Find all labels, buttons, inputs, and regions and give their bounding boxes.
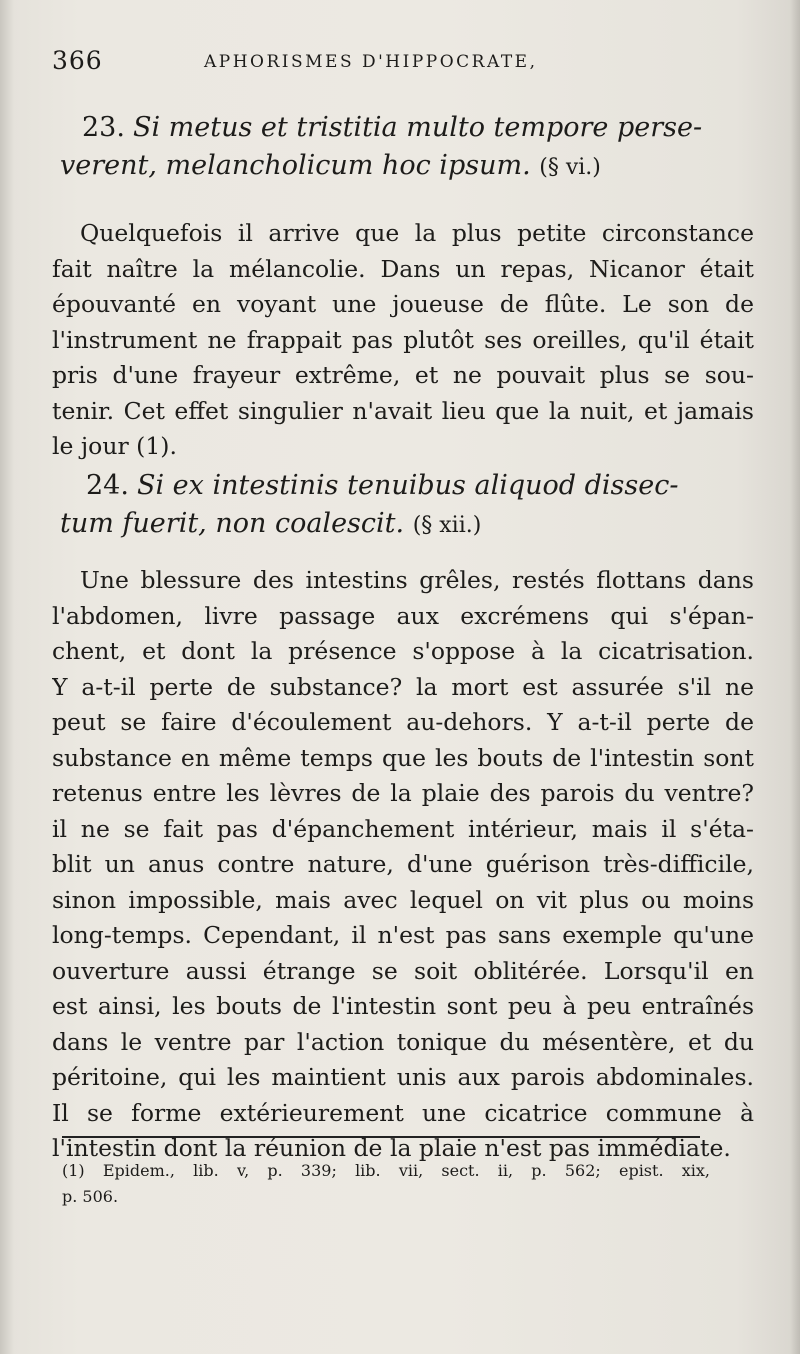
paragraph-line: épouvanté en voyant une joueuse de flûte. Le son de xyxy=(52,290,754,318)
paragraph-line: l'abdomen, livre passage aux excrémens qui s'épan- xyxy=(52,601,754,630)
paragraph-line: pris d'une frayeur extrême, et ne pouvait plus se sou- xyxy=(52,361,754,389)
paragraph-line: il ne se fait pas d'épanchement intérieur, mais il s'éta- xyxy=(52,814,754,843)
aphorism-text: tum fuerit, non coalescit. xyxy=(60,508,405,539)
paragraph-line: l'instrument ne frappait pas plutôt ses oreilles, qu'il était xyxy=(52,325,754,354)
running-title: APHORISMES D'HIPPOCRATE, xyxy=(204,52,538,72)
page-edge-shadow xyxy=(790,0,800,1354)
paragraph-line: retenus entre les lèvres de la plaie des parois du ventre? xyxy=(52,779,754,807)
paragraph-line: sinon impossible, mais avec lequel on vit plus ou moins xyxy=(52,885,754,914)
footnote-line: p. 506. xyxy=(62,1187,119,1206)
paragraph-line: peut se faire d'écoulement au-dehors. Y a-t-il perte de xyxy=(52,708,754,736)
footnote-line: (1) Epidem., lib. v, p. 339; lib. vii, sect. ii, p. 562; epist. xix, xyxy=(62,1161,710,1180)
commentary-24 xyxy=(52,563,754,1167)
page-gutter-shadow xyxy=(0,0,14,1354)
paragraph-line: le jour (1). xyxy=(52,432,177,460)
paragraph-line: substance en même temps que les bouts de l'intestin sont xyxy=(52,743,754,772)
aphorism-23-line-2 xyxy=(60,150,750,190)
running-head xyxy=(52,46,748,82)
commentary-23 xyxy=(52,216,754,465)
aphorism-24-line-1 xyxy=(86,470,750,510)
aphorism-number: 23. xyxy=(82,112,125,143)
paragraph-line: péritoine, qui les maintient unis aux parois abdominales. xyxy=(52,1063,754,1091)
paragraph-line: fait naître la mélancolie. Dans un repas, Nicanor était xyxy=(52,254,754,283)
paragraph-line: l'intestin dont la réunion de la plaie n'est pas immédiate. xyxy=(52,1134,731,1162)
paragraph-line: chent, et dont la présence s'oppose à la cicatrisation. xyxy=(52,637,754,665)
paragraph-line: tenir. Cet effet singulier n'avait lieu que la nuit, et jamais xyxy=(52,396,754,425)
aphorism-text: verent, melancholicum hoc ipsum. xyxy=(60,150,531,181)
aphorism-text: Si ex intestinis tenuibus aliquod dissec- xyxy=(136,470,679,501)
footnote-rule xyxy=(62,1136,700,1138)
aphorism-24-line-2 xyxy=(60,508,750,548)
paragraph-line: long-temps. Cependant, il n'est pas sans exemple qu'une xyxy=(52,921,754,949)
footnote xyxy=(62,1158,710,1210)
aphorism-23-line-1 xyxy=(82,112,750,152)
page-number: 366 xyxy=(52,46,103,75)
aphorism-text: Si metus et tristitia multo tempore perse- xyxy=(132,112,703,143)
paragraph-line: ouverture aussi étrange se soit oblitérée. Lorsqu'il en xyxy=(52,956,754,985)
paragraph-line: Y a-t-il perte de substance? la mort est assurée s'il ne xyxy=(52,672,754,701)
aphorism-number: 24. xyxy=(86,470,129,501)
paragraph-line: est ainsi, les bouts de l'intestin sont peu à peu entraînés xyxy=(52,992,754,1020)
section-reference: (§ vi.) xyxy=(539,155,601,180)
paragraph-line: Quelquefois il arrive que la plus petite circonstance xyxy=(80,219,754,247)
paragraph-line: Il se forme extérieurement une cicatrice commune à xyxy=(52,1098,754,1127)
paragraph-line: Une blessure des intestins grêles, restés flottans dans xyxy=(80,566,754,594)
section-reference: (§ xii.) xyxy=(412,513,482,538)
paragraph-line: dans le ventre par l'action tonique du mésentère, et du xyxy=(52,1027,754,1056)
paragraph-line: blit un anus contre nature, d'une guérison très-difficile, xyxy=(52,850,754,878)
